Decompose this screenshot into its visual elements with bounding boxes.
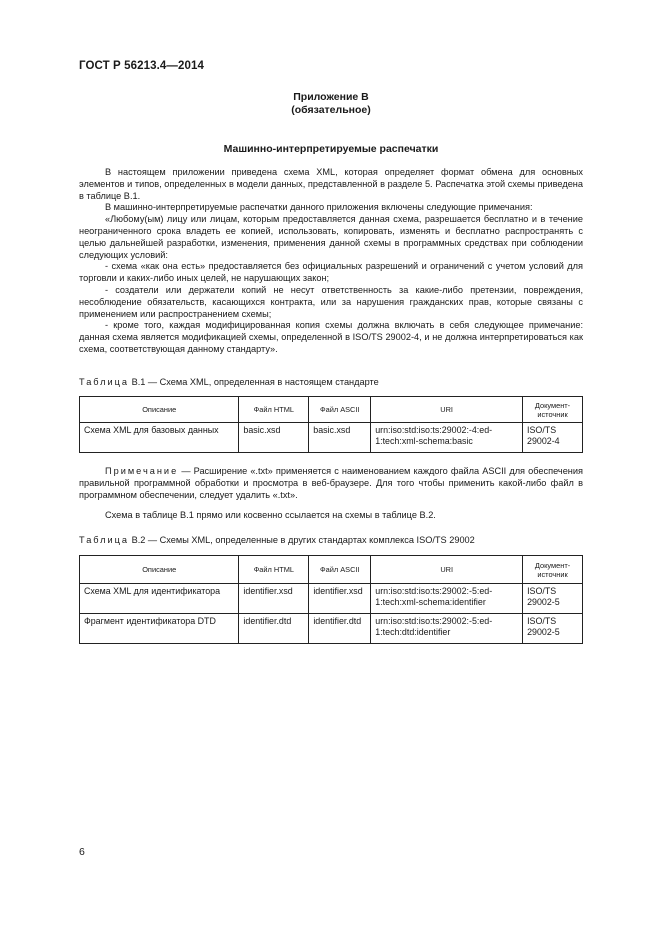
table-cell: basic.xsd <box>309 423 371 453</box>
document-id: ГОСТ Р 56213.4—2014 <box>79 60 204 72</box>
table-cell: Схема XML для базовых данных <box>80 423 239 453</box>
table1-header-ascii: Файл ASCII <box>309 397 371 423</box>
table2-caption <box>79 535 475 545</box>
reference-text: Схема в таблице В.1 прямо или косвенно ссылается на схемы в таблице В.2. <box>105 510 436 520</box>
table-cell: Фрагмент идентификатора DTD <box>80 614 239 644</box>
table-row <box>80 614 583 644</box>
paragraph: «Любому(ым) лицу или лицам, которым предоставляется данная схема, разрешается бесплатно и в течение неограниченного срока владеть ее копией, использовать, копировать, изменять и бесплатно распространять с целью дальнейшей разработки, изменения, применения данной схемы в программных средствах при соблюдении следующих условий: <box>79 214 583 260</box>
table1-header-uri: URI <box>371 397 523 423</box>
table2 <box>79 555 583 644</box>
table2-header-ascii: Файл ASCII <box>309 556 371 584</box>
table2-header-description: Описание <box>80 556 239 584</box>
body-text <box>79 167 583 356</box>
table-cell: Схема XML для идентификатора <box>80 584 239 614</box>
table2-caption-label: Таблица <box>79 535 130 545</box>
table1 <box>79 396 583 453</box>
table-cell: identifier.dtd <box>239 614 309 644</box>
table1-caption-label: Таблица <box>79 377 130 387</box>
note <box>79 466 583 501</box>
table1-header-description: Описание <box>80 397 239 423</box>
table1-header-source: Документ-источник <box>523 397 583 423</box>
paragraph: - кроме того, каждая модифицированная копия схемы должна включать в себя следующее примечание: данная схема является модификацией схемы, определенной в ISO/TS 29002-4, и не должна интерпретироваться как схема, соответствующая данному стандарту». <box>79 320 583 354</box>
annex-heading <box>79 91 583 117</box>
table-cell: identifier.dtd <box>309 614 371 644</box>
table2-header-row <box>80 556 583 584</box>
annex-status: (обязательное) <box>291 104 371 116</box>
table-row <box>80 584 583 614</box>
paragraph: - схема «как она есть» предоставляется без официальных разрешений и ограничений с учетом условий для торговли и каких-либо иных целей, не нарушающих закон; <box>79 261 583 284</box>
table1-caption-text: В.1 — Схема XML, определенная в настоящем стандарте <box>131 377 379 387</box>
table-cell: identifier.xsd <box>309 584 371 614</box>
table1-header-html: Файл HTML <box>239 397 309 423</box>
table-cell: ISO/TS 29002-5 <box>523 584 583 614</box>
table-cell: urn:iso:std:iso:ts:29002:-4:ed-1:tech:xml-schema:basic <box>371 423 523 453</box>
table1-header-row <box>80 397 583 423</box>
note-label: Примечание <box>105 466 179 476</box>
section-title: Машинно-интерпретируемые распечатки <box>223 143 439 155</box>
table-cell: urn:iso:std:iso:ts:29002:-5:ed-1:tech:dtd:identifier <box>371 614 523 644</box>
table2-header-source: Документ-источник <box>523 556 583 584</box>
annex-title: Приложение В <box>293 91 369 103</box>
table-cell: ISO/TS 29002-5 <box>523 614 583 644</box>
paragraph: В настоящем приложении приведена схема XML, которая определяет формат обмена для основных элементов и типов, определенных в модели данных, представленной в разделе 5. Распечатка этой схемы приведена в таблице В.1. <box>79 167 583 201</box>
table2-caption-text: В.2 — Схемы XML, определенные в других стандартах комплекса ISO/TS 29002 <box>131 535 475 545</box>
page-number: 6 <box>79 846 85 858</box>
table-cell: basic.xsd <box>239 423 309 453</box>
table-cell: urn:iso:std:iso:ts:29002:-5:ed-1:tech:xml-schema:identifier <box>371 584 523 614</box>
table-cell: identifier.xsd <box>239 584 309 614</box>
table2-header-uri: URI <box>371 556 523 584</box>
table1-caption <box>79 377 379 387</box>
table-cell: ISO/TS 29002-4 <box>523 423 583 453</box>
table2-header-html: Файл HTML <box>239 556 309 584</box>
table-row <box>80 423 583 453</box>
paragraph: В машинно-интерпретируемые распечатки данного приложения включены следующие примечания: <box>105 202 533 213</box>
note-text: — Расширение «.txt» применяется с наименованием каждого файла ASCII для обеспечения правильной программной обработки и просмотра в веб-браузере. Для того чтобы применить какой-либо файл в программном обеспечении, следует удалить «.txt». <box>79 466 583 500</box>
paragraph: - создатели или держатели копий не несут ответственность за какие-либо претензии, повреждения, несоблюдение обязательств, касающихся контракта, или за нарушения гражданских прав, которые связаны с применением или распространением схемы; <box>79 284 583 319</box>
